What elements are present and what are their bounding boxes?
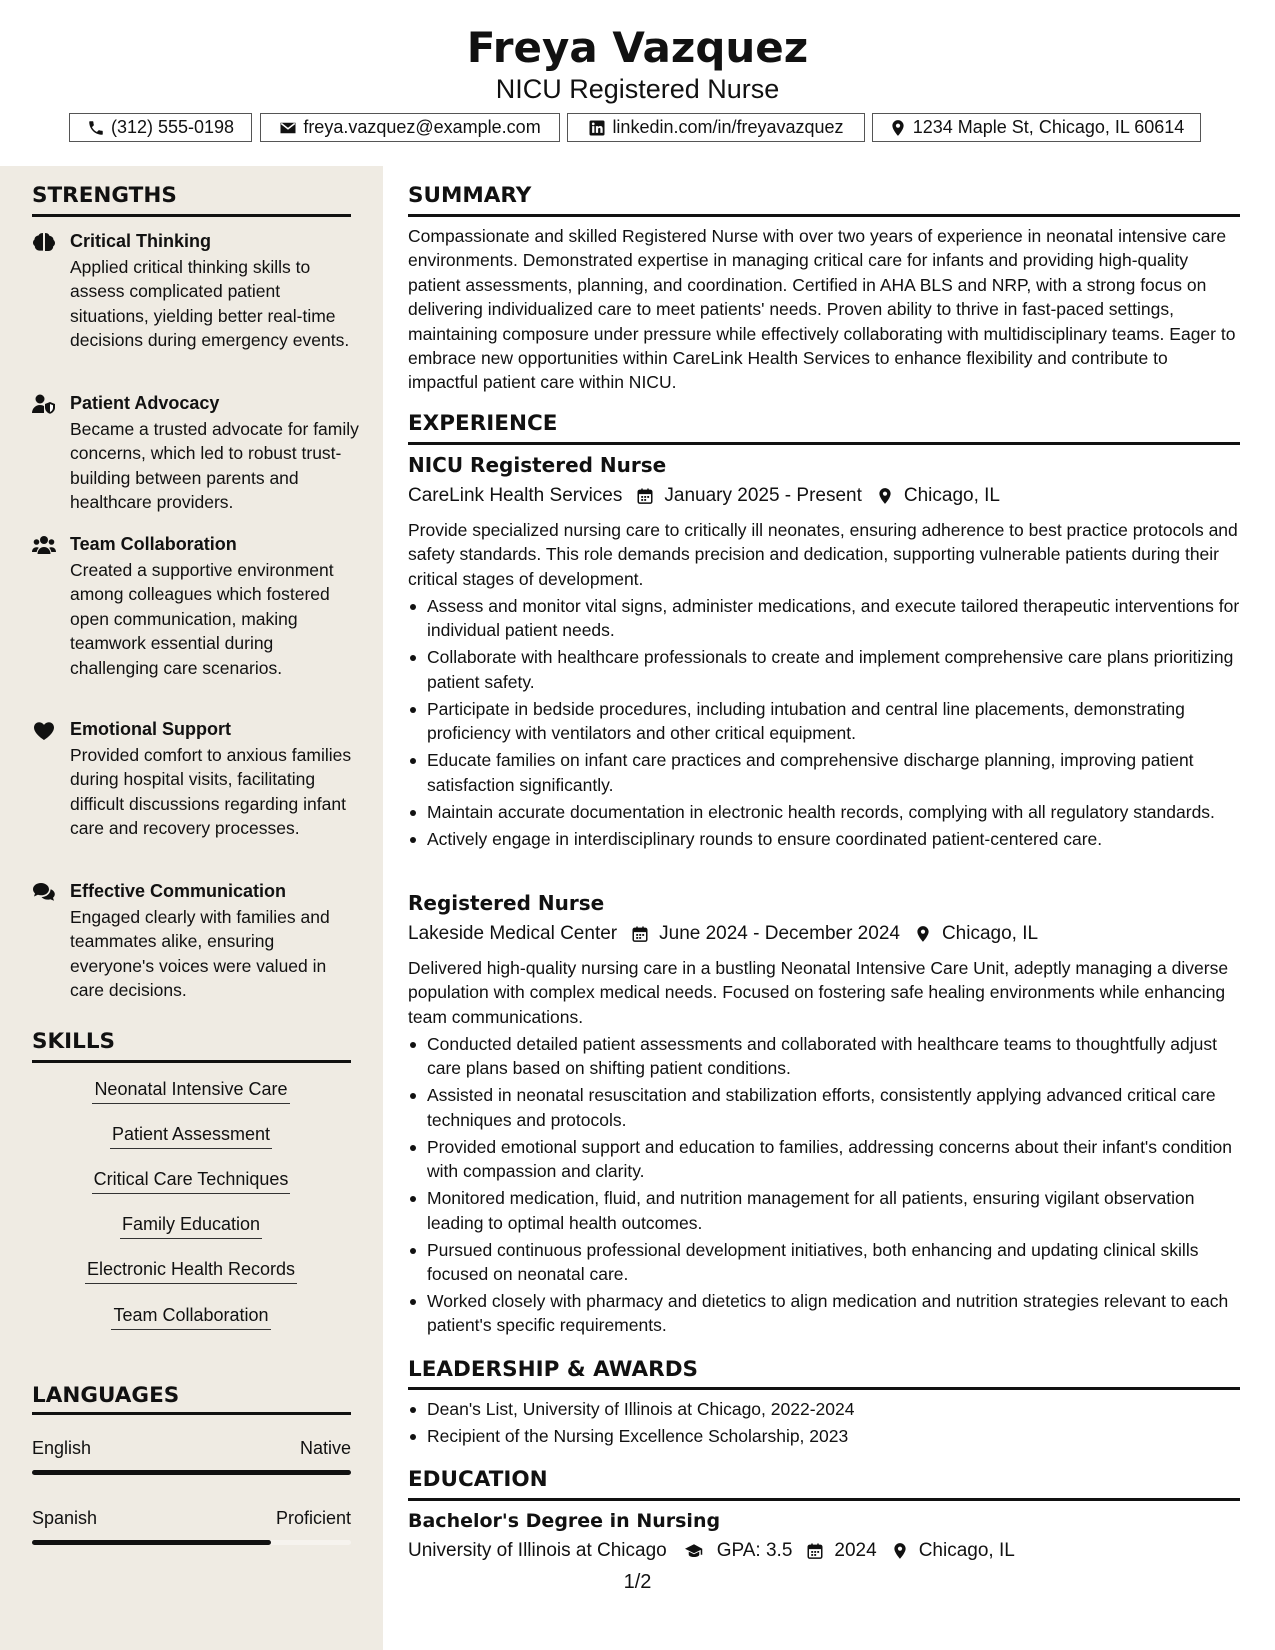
education-location: Chicago, IL [918, 1540, 1015, 1561]
experience-divider [408, 442, 1240, 445]
strengths-heading: STRENGTHS [32, 183, 177, 208]
strength-description: Engaged clearly with families and teammates alike, ensuring everyone's voices were valued in care decisions. [70, 907, 330, 1001]
job-dates: June 2024 - December 2024 [659, 923, 900, 944]
skill-item: Family Education [30, 1213, 352, 1239]
contact-phone-text: (312) 555-0198 [110, 117, 235, 137]
calendar-icon [806, 1542, 824, 1560]
education-year: 2024 [834, 1540, 877, 1561]
strength-description: Provided comfort to anxious families during hospital visits, facilitating difficult discussions regarding infant care and recovery processes. [70, 745, 352, 839]
job-meta [408, 920, 1038, 948]
map-pin-icon [876, 487, 894, 505]
job-meta [408, 482, 1000, 510]
leadership-item: Recipient of the Nursing Excellence Scholarship, 2023 [408, 1424, 1240, 1448]
languages-divider [32, 1412, 351, 1415]
heart-icon [32, 721, 56, 741]
education-degree: Bachelor's Degree in Nursing [408, 1510, 721, 1532]
contact-address[interactable] [872, 113, 1201, 142]
education-divider [408, 1498, 1240, 1501]
phone-icon [87, 119, 105, 137]
strength-title: Emotional Support [70, 719, 231, 739]
language-level: Native [299, 1438, 351, 1458]
education-gpa: GPA: 3.5 [716, 1540, 793, 1561]
summary-divider [408, 214, 1240, 217]
job-description: Provide specialized nursing care to critically ill neonates, ensuring adherence to best practice protocols and safety standards. This role demands precision and dedication, supporting vulnerable patients during their critical stages of development. [408, 520, 1238, 589]
resume-header [0, 0, 1275, 166]
languages-heading: LANGUAGES [32, 1383, 180, 1408]
strength-title: Effective Communication [70, 881, 287, 901]
user-shield-icon [32, 394, 56, 414]
language-proficiency-fill [32, 1470, 351, 1475]
education-heading: EDUCATION [408, 1467, 548, 1492]
skill-item: Electronic Health Records [30, 1258, 352, 1284]
language-name: Spanish [32, 1508, 98, 1528]
candidate-role: NICU Registered Nurse [495, 74, 780, 104]
job-bullet: Educate families on infant care practices and comprehensive discharge planning, improving patient satisfaction significantly. [408, 748, 1240, 797]
envelope-icon [279, 119, 297, 137]
language-proficiency-bar [32, 1470, 351, 1475]
strength-title: Patient Advocacy [70, 393, 220, 413]
job-bullet: Assess and monitor vital signs, administer medications, and execute tailored therapeutic interventions for individual patient needs. [408, 594, 1240, 643]
contact-phone[interactable] [69, 113, 252, 142]
linkedin-icon [588, 119, 606, 137]
page-number-text: 1/2 [623, 1571, 652, 1593]
job-bullet: Actively engage in interdisciplinary rounds to ensure coordinated patient-centered care. [408, 827, 1240, 851]
strength-description: Applied critical thinking skills to assess complicated patient situations, yielding better real-time decisions during emergency events. [70, 257, 350, 351]
comments-icon [32, 882, 56, 902]
skill-item: Neonatal Intensive Care [30, 1078, 352, 1104]
skills-divider [32, 1060, 351, 1063]
strength-description: Created a supportive environment among colleagues which fostered open communication, making teamwork essential during challenging care scenarios. [70, 560, 334, 678]
summary-text: Compassionate and skilled Registered Nurse with over two years of experience in neonatal intensive care environments. Demonstrated expertise in managing critical care for infants and providing high-quality patient assessments, planning, and coordination. Certified in AHA BLS and NRP, with a strong focus on delivering individualized care to meet patients' needs. Proven ability to thrive in fast-paced settings, maintaining composure under pressure while effectively collaborating with multidisciplinary teams. Eager to embrace new opportunities within CareLink Health Services to enhance flexibility and contribute to impactful patient care within NICU. [408, 226, 1236, 393]
job-bullet: Collaborate with healthcare professionals to create and implement comprehensive care plans prioritizing patient safety. [408, 645, 1240, 694]
contact-bar [0, 113, 1275, 144]
strength-title: Team Collaboration [70, 534, 237, 554]
job-bullet: Provided emotional support and education to families, addressing concerns about their infant's condition with compassion and clarity. [408, 1135, 1240, 1184]
leadership-list [408, 1397, 1240, 1451]
summary-heading: SUMMARY [408, 183, 532, 208]
job-bullet: Conducted detailed patient assessments and collaborated with healthcare teams to thoughtfully adjust care plans based on shifting patient conditions. [408, 1032, 1240, 1081]
skill-item: Patient Assessment [30, 1123, 352, 1149]
users-icon [32, 535, 56, 555]
education-school: University of Illinois at Chicago [408, 1540, 667, 1561]
job-company: Lakeside Medical Center [408, 923, 618, 944]
leadership-heading: LEADERSHIP & AWARDS [408, 1357, 699, 1382]
strength-title: Critical Thinking [70, 231, 212, 251]
job-bullet-list [408, 594, 1240, 854]
graduation-cap-icon [681, 1542, 707, 1560]
skill-item: Team Collaboration [30, 1304, 352, 1330]
contact-linkedin[interactable] [567, 113, 865, 142]
experience-heading: EXPERIENCE [408, 411, 558, 436]
job-company: CareLink Health Services [408, 485, 623, 506]
map-pin-icon [891, 1542, 909, 1560]
job-title: Registered Nurse [408, 891, 605, 915]
job-bullet-list [408, 1032, 1240, 1340]
job-description: Delivered high-quality nursing care in a bustling Neonatal Intensive Care Unit, adeptly managing a diverse population with complex medical needs. Focused on fostering safe healing environments while enhancing team communications. [408, 958, 1229, 1027]
job-bullet: Maintain accurate documentation in electronic health records, complying with all regulatory standards. [408, 800, 1240, 824]
job-bullet: Worked closely with pharmacy and dietetics to align medication and nutrition strategies relevant to each patient's specific requirements. [408, 1289, 1240, 1338]
contact-email-text: freya.vazquez@example.com [303, 117, 541, 137]
language-proficiency-fill [32, 1540, 271, 1545]
map-pin-icon [914, 925, 932, 943]
job-bullet: Pursued continuous professional development initiatives, both enhancing and updating clinical skills focused on neonatal care. [408, 1238, 1240, 1287]
job-bullet: Assisted in neonatal resuscitation and stabilization efforts, consistently applying advanced critical care techniques and protocols. [408, 1083, 1240, 1132]
leadership-divider [408, 1387, 1240, 1390]
contact-email[interactable] [260, 113, 560, 142]
contact-linkedin-text: linkedin.com/in/freyavazquez [612, 117, 844, 137]
calendar-icon [636, 487, 654, 505]
calendar-icon [631, 925, 649, 943]
job-location: Chicago, IL [903, 485, 1001, 506]
job-bullet: Participate in bedside procedures, including intubation and central line placements, demonstrating proficiency with ventilators and other critical equipment. [408, 697, 1240, 746]
job-dates: January 2025 - Present [664, 485, 862, 506]
brain-icon [32, 232, 56, 252]
education-meta [408, 1537, 1015, 1565]
skills-heading: SKILLS [32, 1029, 116, 1054]
map-pin-icon [889, 119, 907, 137]
leadership-item: Dean's List, University of Illinois at Chicago, 2022-2024 [408, 1397, 1240, 1421]
contact-address-text: 1234 Maple St, Chicago, IL 60614 [912, 117, 1185, 137]
job-bullet: Monitored medication, fluid, and nutrition management for all patients, ensuring vigilant observation leading to optimal health outcomes. [408, 1186, 1240, 1235]
language-name: English [32, 1438, 92, 1458]
page-number [0, 1571, 1275, 1594]
language-proficiency-bar [32, 1540, 351, 1545]
strength-description: Became a trusted advocate for family concerns, which led to robust trust-building between parents and healthcare providers. [70, 419, 359, 513]
job-title: NICU Registered Nurse [408, 453, 667, 477]
skill-item: Critical Care Techniques [30, 1168, 352, 1194]
strengths-divider [32, 214, 351, 217]
candidate-name: Freya Vazquez [466, 23, 809, 72]
language-level: Proficient [275, 1508, 351, 1528]
job-location: Chicago, IL [941, 923, 1039, 944]
